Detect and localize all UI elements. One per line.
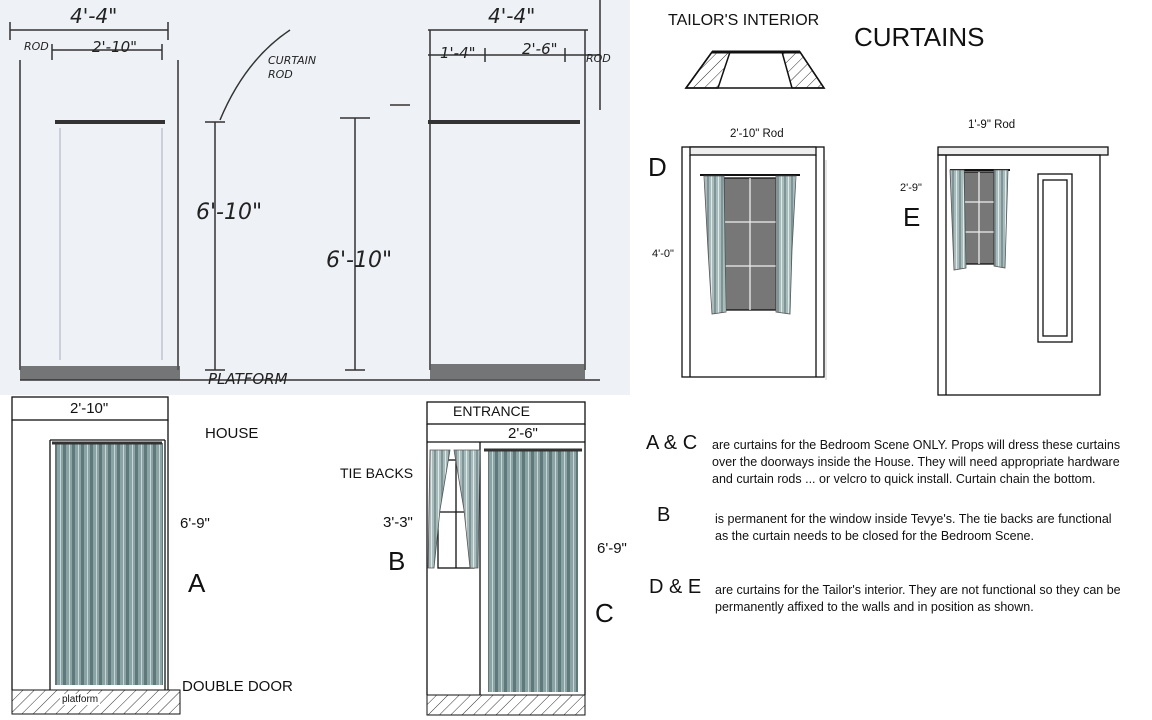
panel-e-left-curtain	[950, 170, 966, 270]
panel-d-height: 4'-0"	[652, 248, 674, 260]
tailors-interior-plan	[686, 52, 824, 88]
sketch-left-rod-label: ROD	[24, 40, 49, 53]
panel-d-letter: D	[648, 152, 667, 182]
panel-a-platform-label: platform	[62, 694, 99, 705]
panel-e-rod: 1'-9" Rod	[968, 119, 1016, 131]
sketch-left-height: 6'-10"	[196, 200, 263, 225]
panel-bc-tie-backs: TIE BACKS	[340, 465, 414, 481]
panel-a-letter: A	[188, 568, 206, 598]
note-key-b: B	[657, 504, 671, 526]
panel-bc-entrance: ENTRANCE	[453, 403, 531, 419]
sketch-left-overall: 4'-4"	[70, 4, 118, 28]
panel-d-rod: 2'-10" Rod	[730, 128, 784, 140]
panel-a-top-dim: 2'-10"	[70, 400, 109, 417]
panel-e-height: 2'-9"	[900, 182, 922, 194]
panel-e-right-curtain	[994, 170, 1008, 268]
note-text-b: is permanent for the window inside Tevye's. The tie backs are functional as the curtain needs to be closed for the Bedroom Scene.	[715, 512, 1112, 543]
panel-c-curtain	[488, 450, 578, 692]
note-key-d-e: D & E	[649, 576, 702, 598]
sketch-curtain-rod-note: CURTAIN ROD	[268, 54, 317, 81]
sketch-right-overall: 4'-4"	[488, 4, 536, 28]
sketch-left-rod-width: 2'-10"	[92, 38, 138, 56]
sketch-right-dim1: 1'-4"	[440, 44, 476, 62]
sketch-platform: PLATFORM	[208, 370, 288, 388]
sketch-right-dim2: 2'-6"	[522, 40, 558, 58]
panel-d-left-curtain	[704, 176, 726, 314]
panel-bc-rod-dim: 2'-6"	[508, 425, 538, 442]
page-title: CURTAINS	[854, 22, 985, 52]
panel-d-right-curtain	[776, 176, 796, 314]
panel-b-letter: B	[388, 546, 406, 576]
panel-a-house: HOUSE	[205, 425, 259, 442]
panel-a-double-door: DOUBLE DOOR	[182, 678, 293, 695]
panel-d-wall	[682, 147, 824, 377]
panel-b-window-dim: 3'-3"	[383, 514, 413, 531]
panel-c-height: 6'-9"	[597, 540, 627, 557]
panel-e-letter: E	[903, 202, 921, 232]
panel-a-curtain	[55, 443, 163, 685]
note-text-d-e: are curtains for the Tailor's interior. They are not functional so they can be permanently affixed to the walls and in position as shown.	[715, 583, 1121, 614]
note-key-a-c: A & C	[646, 432, 698, 454]
note-text-a-c: are curtains for the Bedroom Scene ONLY. Props will dress these curtains over the doorways inside the House. They will need appropriate hardware and curtain rods ... or velcro to quick install. Curtain chain the bottom.	[712, 438, 1121, 486]
panel-bc-platform	[427, 695, 585, 715]
sketch-right-rod-label: ROD	[586, 52, 611, 65]
panel-c-letter: C	[595, 598, 614, 628]
tailors-interior-label: TAILOR'S INTERIOR	[668, 12, 820, 29]
panel-a-height: 6'-9"	[180, 515, 210, 532]
sketch-right-height: 6'-10"	[326, 248, 393, 273]
